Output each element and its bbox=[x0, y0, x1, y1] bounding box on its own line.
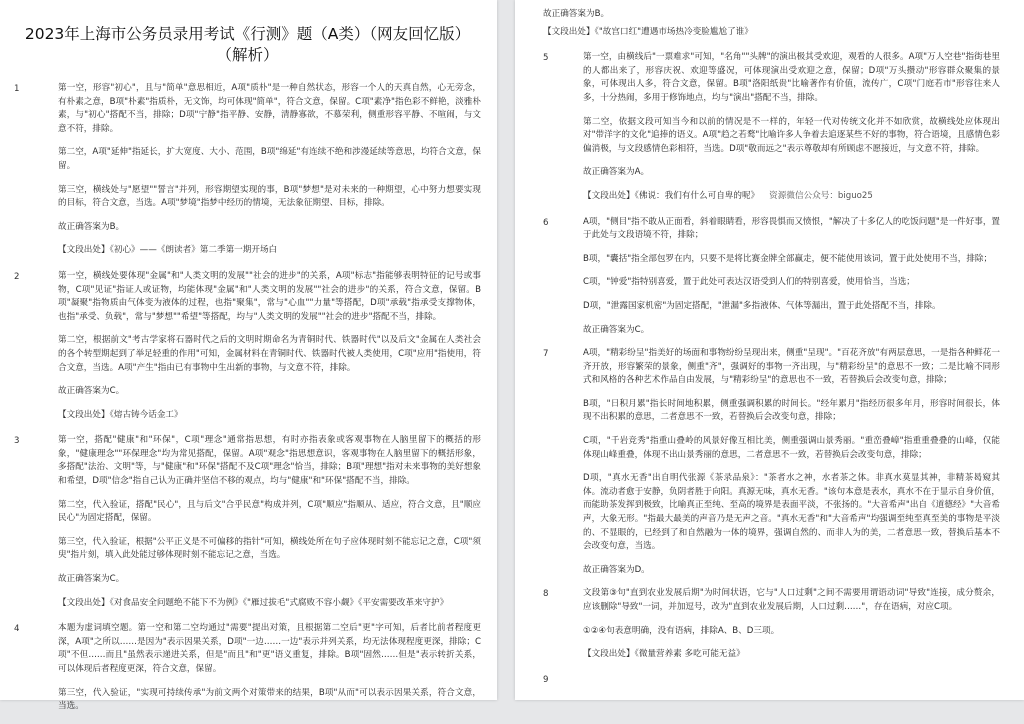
document-page-left[interactable] bbox=[0, 0, 497, 712]
question-block bbox=[14, 270, 481, 434]
question-block bbox=[543, 216, 1000, 348]
question-number: 1 bbox=[14, 84, 20, 94]
question-body bbox=[571, 347, 1000, 587]
analysis-paragraph: 文段第③句"直到农业发展后期"为时间状语，它与"人口过剩"之间不需要用谓语动词"导致"连接，成分赘余，应该删除"导致"一词，并加逗号，改为"直到农业发展后期，人口过剩……"，存在语病，对应C项。 bbox=[583, 588, 1000, 612]
question-block bbox=[14, 82, 481, 270]
analysis-paragraph: D项，"真水无香"出自明代张源《茶录品泉》："茶者水之神，水者茶之体。非真水莫显其神，非精茶曷窥其体。流动者愈于安静，负阴者胜于向阳。真源无味，真水无香。"该句本意是表水，真水不在于显示自身价值，而能助茶发挥到极致，比喻真正至纯、至高的境界是表面平淡，不张扬的。"大音希声"出自《道德经》"大音希声，大象无形。"指最大最美的声音乃是无声之音。"真水无香"和"大音希声"均强调至纯至真至美的事物是平淡的、不显眼的，已经到了和自然融为一体的境界，强调自然的、而非人为的美，二者意思一致，替换后基本不会改变句意，当选。 bbox=[583, 473, 1000, 552]
answer-line: 故正确答案为B。 bbox=[58, 221, 125, 232]
analysis-paragraph: A项，"精彩纷呈"指美好的场面和事物纷纷呈现出来，侧重"呈现"。"百花齐放"有两层意思，一是指各种鲜花一齐开放，形容繁荣的景象，侧重"齐"，强调好的事物一齐出现，与"精彩纷呈"的意思不一致；二是比喻不同形式和风格的各种艺术作品自由发展，与"精彩纷呈"的意思也不一致，若替换后会改变句意，排除； bbox=[583, 348, 1000, 386]
source-text: 【文段出处】《微量营养素 多吃可能无益》 bbox=[583, 649, 745, 660]
question-body bbox=[571, 587, 1000, 673]
source-line bbox=[58, 597, 481, 611]
analysis-paragraph: 第二空，代入验证，搭配"民心"，且与后文"合乎民意"构成并列，C项"顺应"指顺从、适应，符合文意，且"顺应民心"为固定搭配，保留。 bbox=[58, 499, 481, 524]
analysis-paragraph: 第三空，代入验证，"实现可持续传承"为前文两个对策带来的结果，B项"从而"可以表示因果关系，符合文意，当选。 bbox=[58, 687, 481, 712]
source-line bbox=[58, 409, 481, 423]
source-line bbox=[58, 244, 481, 258]
lead-answer: 故正确答案为B。 bbox=[543, 9, 610, 19]
analysis-paragraph: B项，"囊括"指全部包罗在内，只要不是将比赛金牌全部赢走，便不能使用该词，置于此处使用不当，排除； bbox=[583, 253, 993, 264]
question-body bbox=[42, 82, 481, 270]
analysis-paragraph: 第一空，搭配"健康"和"环保"，C项"理念"通常指思想，有时亦指表象或客观事物在人脑里留下的概括的形象，"健康理念""环保理念"均为常见搭配，保留。A项"观念"指思想意识，客观事物在人脑里留下的概括形象，多搭配"法治、文明"等，与"健康"和"环保"搭配不及C项"理念"恰当，排除；B项"理想"指对未来事物的美好想象和希望，D项"信念"指自己认为正确并坚信不移的观点，均与"健康"和"环保"搭配不当，排除。 bbox=[58, 435, 481, 487]
answer-line: 故正确答案为C。 bbox=[583, 324, 650, 335]
analysis-paragraph: 本题为虚词填空题。第一空和第二空均通过"需要"提出对策，且根据第二空后"更"字可知，后者比前者程度更深，A项"之所以……是因为"表示因果关系，D项"一边……一边"表示并列关系，均无法体现程度更深，排除；C项"不但……而且"虽然表示递进关系，但是"而且"和"更"语义重复，排除。B项"固然……但是"表示转折关系，可以体现后者程度更深，符合文意，保留。 bbox=[58, 623, 481, 674]
analysis-paragraph: 第一空，横线处要体现"金属"和"人类文明的发展""社会的进步"的关系，A项"标志"指能够表明特征的记号或事物，C项"见证"指证人或证物，均能体现"金属"和"人类文明的发展""社会的进步"的关系，符合文意，保留。B项"凝聚"指物质由气体变为液体的过程，也指"聚集"，常与"心血""力量"等搭配，D项"承载"指承受支撑物体，也指"承受、负载"，常与"梦想""希望"等搭配，均与"人类文明的发展""社会的进步"搭配不当，排除。 bbox=[58, 270, 481, 322]
analysis-paragraph: 第一空，由横线后"一票难求"可知，"名角""头牌"的演出极其受欢迎，观看的人很多。A项"万人空巷"指街巷里的人都出来了，形容庆祝、欢迎等盛况，可体现演出受欢迎之意，保留；D项"万头攒动"形容群众聚集的景象，可体现出人多，符合文意，保留。B项"洛阳纸贵"比喻著作有价值，流传广，C项"门庭若市"形容往来人多，十分热闹，多用于修饰地点，均与"演出"搭配不当，排除。 bbox=[583, 52, 1000, 103]
question-number: 2 bbox=[14, 271, 20, 282]
question-number: 7 bbox=[543, 349, 549, 360]
analysis-paragraph: C项，"钟爱"指特别喜爱，置于此处可表达汉语受到人们的特别喜爱，使用恰当，当选； bbox=[583, 277, 915, 288]
question-number: 6 bbox=[543, 217, 549, 228]
question-body bbox=[42, 434, 481, 622]
source-text: 【文段出处】《对食品安全问题绝不能下不为例》《"雁过拔毛"式腐败不容小觑》《平安需要改革来守护》 bbox=[58, 597, 449, 608]
source-watermark: 资源微信公众号：biguo25 bbox=[769, 190, 873, 201]
question-block bbox=[543, 51, 1000, 215]
analysis-paragraph: D项，"泄露国家机密"为固定搭配，"泄漏"多指液体、气体等漏出，置于此处搭配不当，排除。 bbox=[583, 300, 941, 311]
analysis-paragraph: 第二空，依据文段可知当今和以前的情况是不一样的，年轻一代对传统文化并不如欣赏，故横线处应体现出对"带洋字的文化"追捧的语义。A项"趋之若鹜"比喻许多人争着去追逐某些不好的事物，符合语境，且感情色彩偏消极，与文段感情色彩相符，当选。D项"敬而远之"表示尊敬却有所顾虑不愿接近，与文意不符，排除。 bbox=[583, 116, 1001, 154]
analysis-paragraph: 第一空，形容"初心"，且与"简单"意思相近，A项"质朴"是一种自然状态，形容一个人的天真自然，心无旁念，有朴素之意，B项"朴素"指质朴，无文饰，均可体现"简单"，符合文意，保留。C项"素净"指色彩不鲜艳，淡雅朴素，与"初心"搭配不当，排除；D项"宁静"指平静、安静，清静寡欲，不慕荣利，侧重形容平静、不喧闹，与文意不符，排除。 bbox=[58, 83, 481, 134]
lead-source: 【文段出处】《"故宫口红"遭遇市场热冷变脸尴尬了谁》 bbox=[543, 26, 753, 37]
analysis-paragraph: C项，"千岩竞秀"指重山叠岭的风景好像互相比美，侧重强调山景秀丽。"重峦叠嶂"指重重叠叠的山峰，仅能体现山峰重叠，体现不出山景秀丽的意思，二者意思不一致，若替换后会改变句意，排除； bbox=[583, 436, 1000, 460]
source-text: 【文段出处】《熔古铸今话金工》 bbox=[58, 409, 183, 420]
question-block bbox=[14, 622, 481, 724]
source-line bbox=[583, 648, 1000, 662]
question-block bbox=[543, 587, 1000, 673]
analysis-paragraph: A项，"侧目"指不敢从正面看，斜着眼睛看，形容畏惧而又愤恨，"解决了十多亿人的吃饭问题"是一件好事，置于此处与文段语境不符，排除； bbox=[583, 216, 1001, 241]
question-body bbox=[42, 270, 481, 434]
question-body bbox=[42, 622, 481, 724]
analysis-paragraph: ①②④句表意明确，没有语病，排除A、B、D三项。 bbox=[583, 625, 780, 636]
question-number: 4 bbox=[14, 624, 20, 635]
question-block bbox=[543, 347, 1000, 587]
analysis-paragraph: 第二空，A项"延伸"指延长，扩大宽度、大小、范围，B项"绵延"有连续不绝和涉漫延续等意思，均符合文意，保留。 bbox=[58, 147, 481, 171]
answer-line: 故正确答案为D。 bbox=[583, 564, 650, 575]
answer-line: 故正确答案为C。 bbox=[58, 386, 125, 397]
answer-line: 故正确答案为C。 bbox=[58, 574, 125, 585]
page-content-right bbox=[515, 0, 1024, 695]
answer-line: 故正确答案为A。 bbox=[583, 167, 650, 178]
source-text: 【文段出处】《佛说：我们有什么可自卑的呢》 bbox=[583, 190, 760, 201]
document-title: 2023年上海市公务员录用考试《行测》题（A类）（网友回忆版）（解析） bbox=[24, 25, 471, 64]
analysis-paragraph: 第二空，根据前文"考古学家将石器时代之后的文明时期命名为青铜时代、铁器时代"以及后文"金属在人类社会的各个转型期起到了举足轻重的作用"可知，金属材料在青铜时代、铁器时代被人类使用，C项"应用"指使用，符合文意，当选。A项"产生"指由已有事物中生出新的事物，与文意不符，排除。 bbox=[58, 335, 481, 373]
source-text: 【文段出处】《初心》——《朗读者》第二季第一期开场白 bbox=[58, 245, 278, 256]
question-block bbox=[14, 434, 481, 622]
document-page-right[interactable] bbox=[515, 0, 1024, 700]
page-content-left bbox=[0, 0, 497, 724]
question-number: 8 bbox=[543, 589, 549, 600]
analysis-paragraph: B项，"日积月累"指长时间地积累，侧重强调积累的时间长。"经年累月"指经历很多年月，形容时间很长，体现不出积累的意思，二者意思不一致，若替换后会改变句意，排除； bbox=[583, 398, 1000, 423]
question-body bbox=[571, 51, 1000, 215]
analysis-paragraph: 第三空，横线处与"愿望""誓言"并列，形容期望实现的事，B项"梦想"是对未来的一种期望，心中努力想要实现的目标，符合文意，当选。A项"梦境"指梦中经历的情境，无法象征期望、目标，排除。 bbox=[58, 184, 481, 209]
question-number: 9 bbox=[543, 674, 549, 685]
question-block bbox=[543, 674, 1000, 696]
analysis-paragraph: 第三空，代入验证，根据"公平正义是不可偏移的指针"可知，横线处所在句子应体现时刻不能忘记之意，C项"须臾"指片刻，填入此处能过够体现时刻不能忘记之意，当选。 bbox=[58, 536, 481, 561]
question-number: 3 bbox=[14, 436, 20, 447]
question-body bbox=[571, 216, 1000, 348]
source-line bbox=[583, 190, 1000, 204]
question-number: 5 bbox=[543, 53, 549, 64]
